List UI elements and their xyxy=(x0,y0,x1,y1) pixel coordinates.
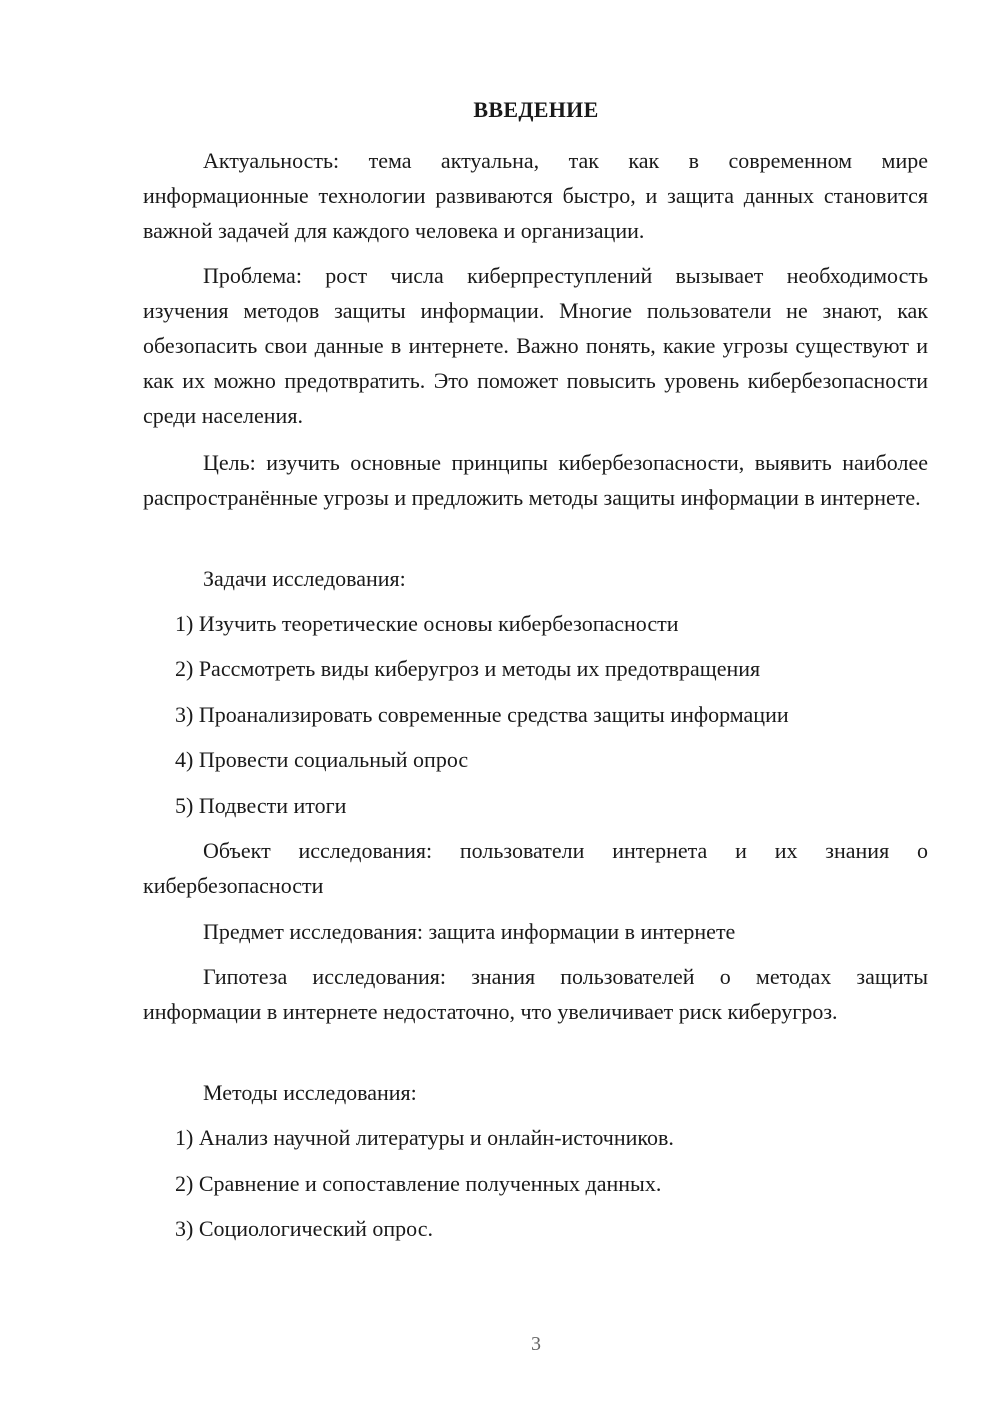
task-item-4: 4) Провести социальный опрос xyxy=(175,747,469,772)
paragraph-object: Объект исследования: пользователи интернета и их знания о кибербезопасности xyxy=(143,838,928,898)
section-title: ВВЕДЕНИЕ xyxy=(473,97,599,122)
method-item-2: 2) Сравнение и сопоставление полученных данных. xyxy=(175,1171,662,1196)
paragraph-hypothesis: Гипотеза исследования: знания пользователей о методах защиты информации в интернете недостаточно, что увеличивает риск киберугроз. xyxy=(143,964,928,1024)
methods-heading: Методы исследования: xyxy=(203,1080,417,1105)
paragraph-subject: Предмет исследования: защита информации в интернете xyxy=(203,919,736,944)
method-item-3: 3) Социологический опрос. xyxy=(175,1216,433,1241)
paragraph-goal: Цель: изучить основные принципы кибербезопасности, выявить наиболее распространённые угрозы и предложить методы защиты информации в интернете. xyxy=(143,450,928,510)
paragraph-relevance: Актуальность: тема актуальна, так как в современном мире информационные технологии развиваются быстро, и защита данных становится важной задачей для каждого человека и организации. xyxy=(143,148,928,243)
task-item-1: 1) Изучить теоретические основы кибербезопасности xyxy=(175,611,679,636)
task-item-3: 3) Проанализировать современные средства защиты информации xyxy=(175,702,789,727)
page-number: 3 xyxy=(531,1333,541,1355)
paragraph-problem: Проблема: рост числа киберпреступлений вызывает необходимость изучения методов защиты информации. Многие пользователи не знают, как обезопасить свои данные в интернете. Важно понять, какие угрозы существуют и как их можно предотвратить. Это поможет повысить уровень кибербезопасности среди населения. xyxy=(143,263,928,428)
method-item-1: 1) Анализ научной литературы и онлайн-источников. xyxy=(175,1125,674,1150)
tasks-heading: Задачи исследования: xyxy=(203,566,406,591)
task-item-5: 5) Подвести итоги xyxy=(175,793,347,818)
task-item-2: 2) Рассмотреть виды киберугроз и методы их предотвращения xyxy=(175,656,761,681)
